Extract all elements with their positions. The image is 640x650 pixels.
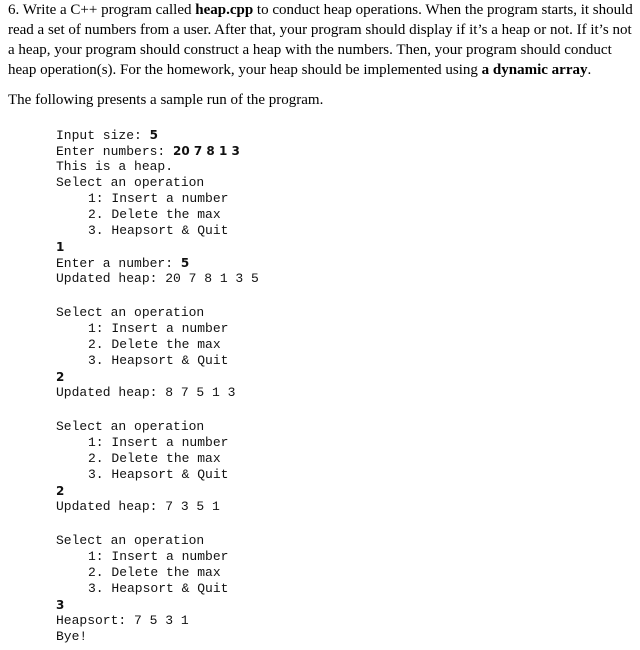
menu-option: 1: Insert a number xyxy=(88,549,229,564)
problem-emphasis: a dynamic array xyxy=(481,62,588,78)
user-choice: 1 xyxy=(56,240,65,254)
menu-option: 3. Heapsort & Quit xyxy=(88,353,229,368)
user-input: 5 xyxy=(180,256,190,270)
user-choice: 3 xyxy=(56,598,65,612)
problem-prefix: 6. Write a C++ program called xyxy=(8,2,196,18)
user-choice: 2 xyxy=(56,484,65,498)
menu-option: 1: Insert a number xyxy=(88,191,229,206)
updated-heap-line: Updated heap: 7 3 5 1 xyxy=(56,499,220,514)
sample-run-console xyxy=(56,127,259,645)
console-line: Enter numbers: 20 7 8 1 3 xyxy=(56,144,240,159)
menu-option: 1: Insert a number xyxy=(88,435,229,450)
sample-run-intro: The following presents a sample run of the program. xyxy=(8,92,324,108)
menu-title: Select an operation xyxy=(56,175,205,190)
menu-option: 2. Delete the max xyxy=(88,565,221,580)
console-line: Enter a number: 5 xyxy=(56,256,190,271)
menu-title: Select an operation xyxy=(56,533,205,548)
problem-body: to conduct heap operations. When the program starts, it should read a set of numbers from a user. After that, your program should display if it’s a heap or not. If it’s not a heap, your program should construct a heap with the numbers. Then, your program should conduct heap operation(s). For the homework, your heap should be implemented using xyxy=(8,2,633,78)
updated-heap-line: Updated heap: 8 7 5 1 3 xyxy=(56,385,236,400)
user-input: 5 xyxy=(149,128,158,142)
menu-option: 3. Heapsort & Quit xyxy=(88,467,229,482)
menu-option: 3. Heapsort & Quit xyxy=(88,581,229,596)
menu-option: 1: Insert a number xyxy=(88,321,229,336)
menu-title: Select an operation xyxy=(56,305,205,320)
updated-heap-line: Updated heap: 20 7 8 1 3 5 xyxy=(56,271,259,286)
console-line: Input size: 5 xyxy=(56,128,158,143)
menu-title: Select an operation xyxy=(56,419,205,434)
menu-option: 3. Heapsort & Quit xyxy=(88,223,229,238)
console-line: This is a heap. xyxy=(56,159,174,174)
problem-filename: heap.cpp xyxy=(195,2,254,18)
problem-suffix: . xyxy=(587,62,592,78)
problem-statement xyxy=(8,0,634,80)
bye-line: Bye! xyxy=(56,629,88,644)
user-choice: 2 xyxy=(56,370,65,384)
menu-option: 2. Delete the max xyxy=(88,337,221,352)
heapsort-result-line: Heapsort: 7 5 3 1 xyxy=(56,613,189,628)
menu-option: 2. Delete the max xyxy=(88,207,221,222)
menu-option: 2. Delete the max xyxy=(88,451,221,466)
user-input: 20 7 8 1 3 xyxy=(173,144,240,158)
